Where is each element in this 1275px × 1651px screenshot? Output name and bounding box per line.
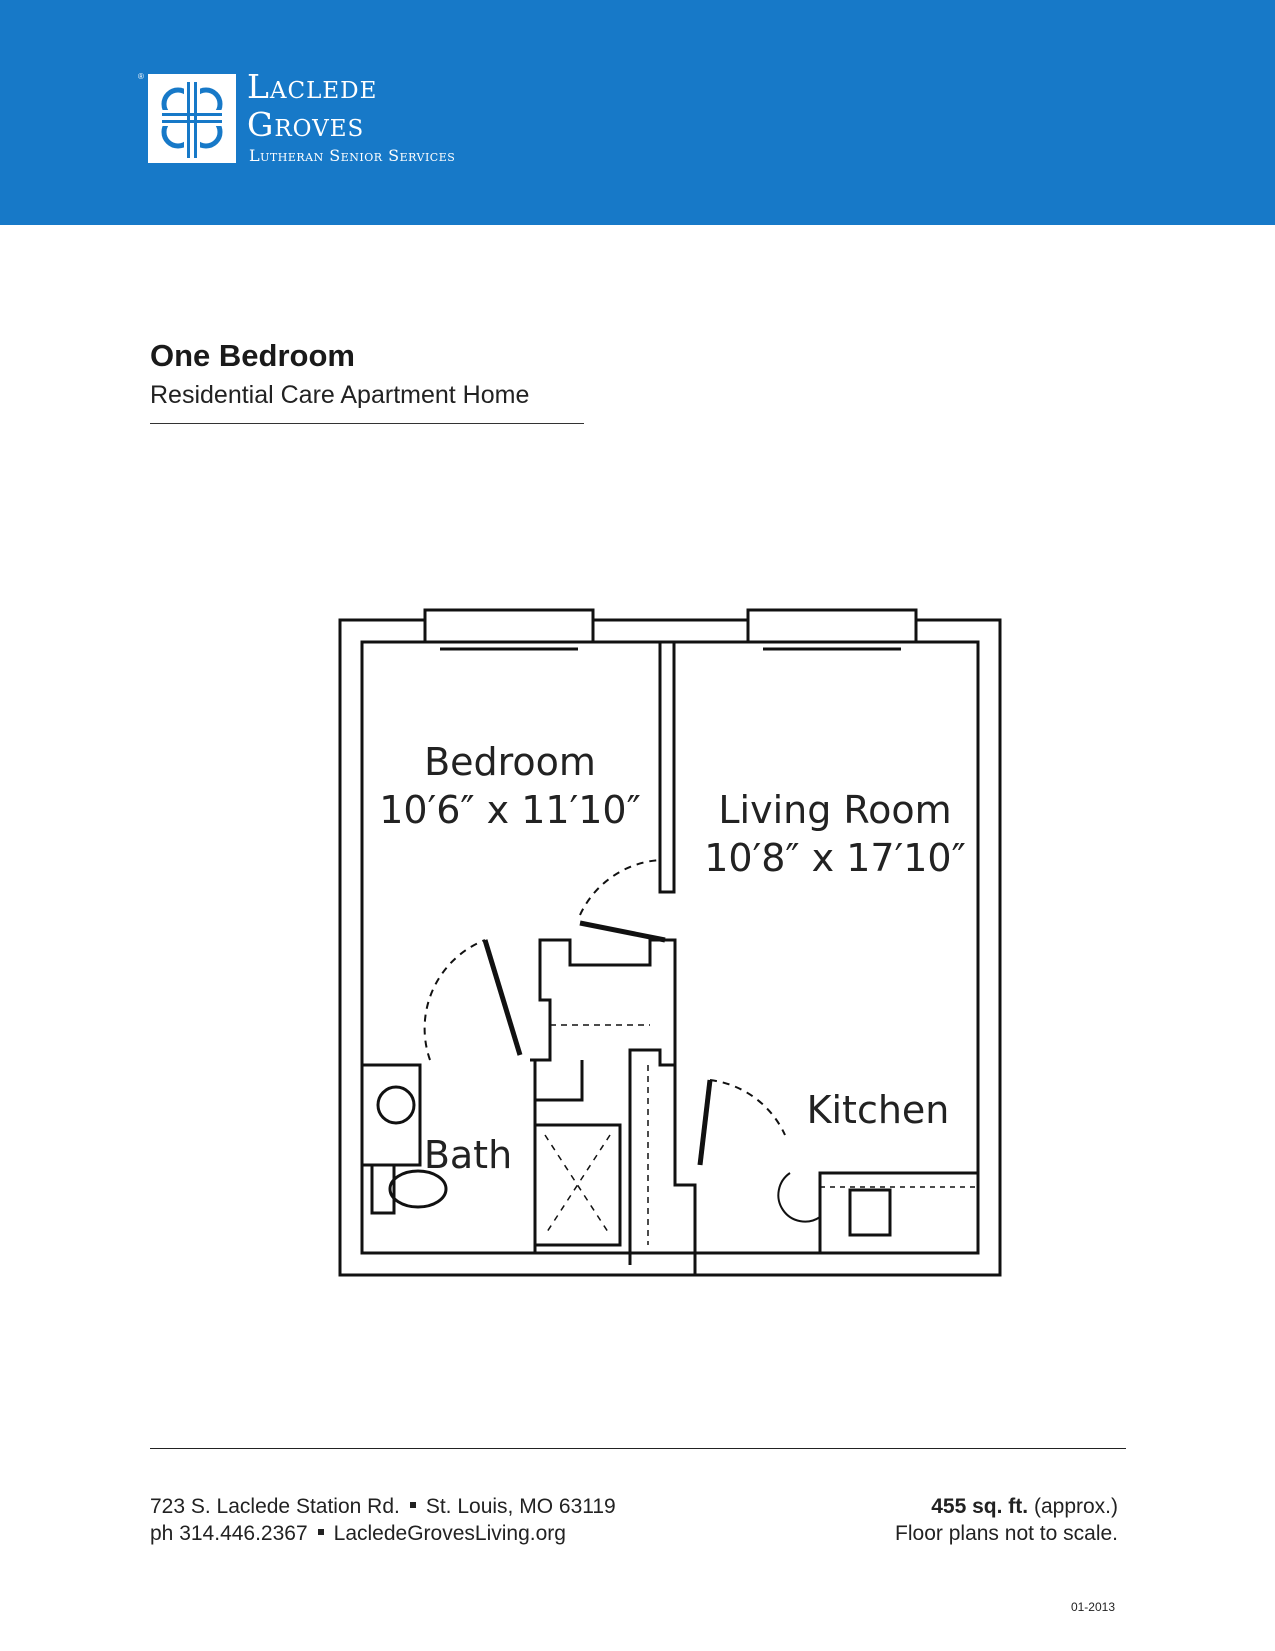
brand-tagline: Lutheran Senior Services <box>249 146 456 165</box>
brand-name-line2: Groves <box>247 105 365 144</box>
registered-mark-icon: ® <box>138 72 144 81</box>
phone-number: ph 314.446.2367 <box>150 1522 308 1545</box>
address-line <box>150 1496 616 1517</box>
website-link[interactable]: LacledeGrovesLiving.org <box>333 1522 566 1545</box>
bedroom-label: Bedroom <box>424 740 596 784</box>
title-divider <box>150 423 584 424</box>
bedroom-dimensions: 10′6″ x 11′10″ <box>379 788 641 832</box>
bullet-separator <box>318 1529 324 1535</box>
document-code: 01-2013 <box>1070 1600 1115 1614</box>
footer-divider <box>150 1448 1126 1449</box>
living-room-dimensions: 10′8″ x 17′10″ <box>704 836 966 880</box>
street-address: 723 S. Laclede Station Rd. <box>150 1495 400 1518</box>
brand-name-line1: Laclede <box>247 67 378 106</box>
kitchen-label: Kitchen <box>806 1088 950 1132</box>
bullet-separator <box>410 1502 416 1508</box>
header-banner <box>0 0 1275 225</box>
square-footage <box>931 1496 1118 1517</box>
scale-note: Floor plans not to scale. <box>895 1522 1118 1545</box>
bath-label: Bath <box>423 1133 513 1177</box>
area-approx-note: (approx.) <box>1033 1495 1118 1518</box>
area-value: 455 sq. ft. <box>931 1495 1029 1518</box>
contact-line <box>150 1523 566 1544</box>
page-subtitle: Residential Care Apartment Home <box>150 381 530 409</box>
cross-clover-logo-icon <box>148 74 236 163</box>
city-state-zip: St. Louis, MO 63119 <box>425 1495 616 1518</box>
living-room-label: Living Room <box>718 788 952 832</box>
page-title: One Bedroom <box>150 338 355 373</box>
floor-plan <box>330 605 1030 1300</box>
